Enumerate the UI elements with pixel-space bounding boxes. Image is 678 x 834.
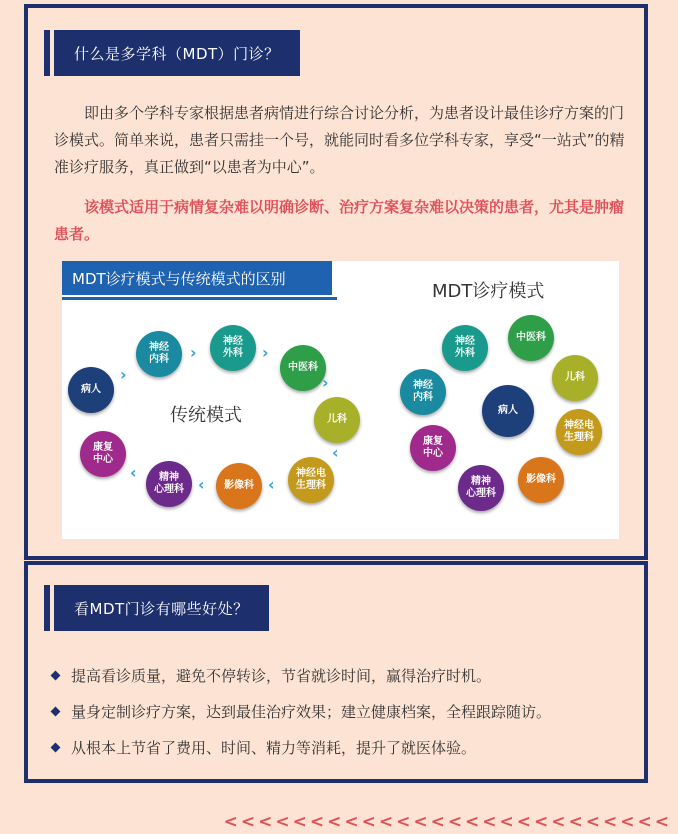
trad-node-rehab: 康复 中心: [80, 431, 126, 477]
diamond-bullet-icon: [51, 706, 61, 716]
arrow-icon: ‹: [130, 463, 137, 482]
trad-node-tcm: 中医科: [280, 345, 326, 391]
section-what-is-mdt: [24, 4, 648, 560]
arrow-icon: ›: [322, 373, 329, 392]
arrow-icon: ›: [120, 365, 127, 384]
trad-node-imaging: 影像科: [216, 463, 262, 509]
heading-label: 什么是多学科（MDT）门诊？: [54, 30, 300, 76]
arrow-icon: ›: [262, 343, 269, 362]
decorative-chevrons: <<<<<<<<<<<<<<<<<<<<<<<<<<: [223, 812, 672, 832]
mdt-node-psychiatry: 精神 心理科: [458, 465, 504, 511]
highlight-paragraph: 该模式适用于病情复杂难以明确诊断、治疗方案复杂难以决策的患者，尤其是肿瘤患者。: [54, 198, 625, 243]
figure-banner-underline: [62, 297, 337, 300]
mdt-node-neurology: 神经 内科: [400, 369, 446, 415]
figure-banner: MDT诊疗模式与传统模式的区别: [62, 261, 332, 295]
trad-node-pediatrics: 儿科: [314, 397, 360, 443]
mdt-node-neurosurgery: 神经 外科: [442, 325, 488, 371]
traditional-model-label: 传统模式: [170, 405, 242, 426]
diamond-bullet-icon: [51, 670, 61, 680]
heading-label: 看MDT门诊有哪些好处？: [54, 585, 269, 631]
heading-accent-bar: [44, 30, 50, 76]
arrow-icon: ‹: [332, 443, 339, 462]
mdt-node-tcm: 中医科: [508, 315, 554, 361]
heading-accent-bar: [44, 585, 50, 631]
mdt-node-pediatrics: 儿科: [552, 355, 598, 401]
trad-node-patient: 病人: [68, 367, 114, 413]
diamond-bullet-icon: [51, 742, 61, 752]
arrow-icon: ›: [190, 343, 197, 362]
list-item-text: 从根本上节省了费用、时间、精力等消耗，提升了就医体验。: [71, 738, 477, 757]
arrow-icon: ‹: [198, 475, 205, 494]
list-item-text: 量身定制诊疗方案，达到最佳治疗效果；建立健康档案，全程跟踪随访。: [71, 702, 552, 721]
mdt-node-imaging: 影像科: [518, 457, 564, 503]
trad-node-neurology: 神经 内科: [136, 331, 182, 377]
list-item-text: 提高看诊质量，避免不停转诊，节省就诊时间，赢得治疗时机。: [71, 666, 492, 685]
list-item: [52, 729, 632, 765]
section-heading: [44, 585, 269, 631]
mdt-node-patient: 病人: [482, 385, 534, 437]
arrow-icon: ‹: [268, 475, 275, 494]
mdt-node-rehab: 康复 中心: [410, 425, 456, 471]
section-heading: [44, 30, 300, 76]
mdt-node-neurophysiology: 神经电 生理科: [556, 409, 602, 455]
trad-node-neurosurgery: 神经 外科: [210, 325, 256, 371]
trad-node-neurophysiology: 神经电 生理科: [288, 457, 334, 503]
benefits-list: [52, 657, 632, 765]
intro-paragraph: 即由多个学科专家根据患者病情进行综合讨论分析，为患者设计最佳诊疗方案的门诊模式。简单来说，患者只需挂一个号，就能同时看多位学科专家，享受“一站式”的精准诊疗服务，真正做到“以患者为中心”。: [54, 104, 625, 176]
list-item: [52, 657, 632, 693]
section-mdt-benefits: [24, 561, 648, 783]
list-item: [52, 693, 632, 729]
trad-node-psychiatry: 精神 心理科: [146, 461, 192, 507]
mdt-comparison-figure: [62, 261, 619, 539]
mdt-model-label: MDT诊疗模式: [432, 281, 545, 302]
